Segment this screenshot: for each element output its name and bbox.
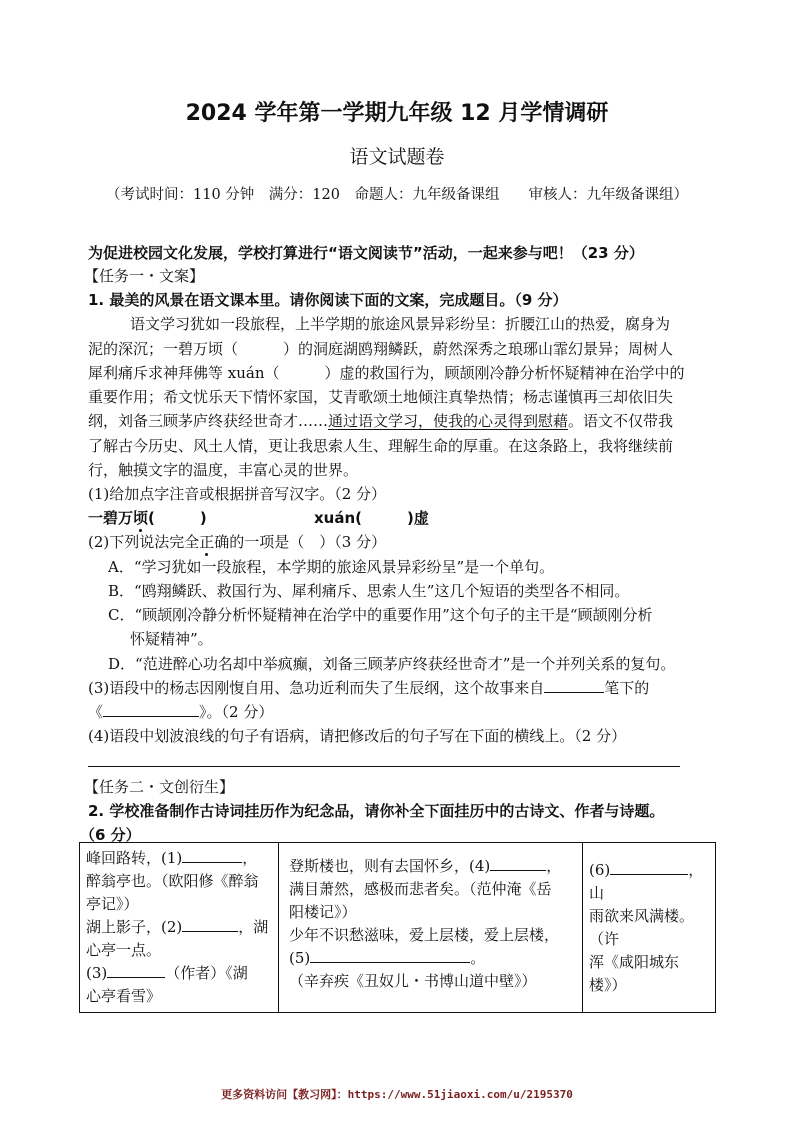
answer-line[interactable]: [88, 766, 680, 767]
question-1: 1. 最美的风景在语文课本里。请你阅读下面的文案，完成题目。（9 分）: [88, 291, 568, 309]
sub-question-3-cont: [88, 701, 273, 722]
poem-line: 心亭一点。: [86, 941, 162, 959]
poem-text: ，: [546, 857, 562, 875]
sub-question-1-fill: [88, 507, 207, 528]
sub-question-3: [88, 677, 649, 698]
poem-line: [589, 859, 709, 905]
passage-line: 了解古今历史、风土人情，更让我思索人生、理解生命的厚重。在这条路上，我将继续前: [88, 437, 674, 455]
poem-line: [86, 847, 272, 870]
poem-cell-1: [80, 843, 279, 1013]
passage-text: 纲，刘备三顾茅庐终获经世奇才……: [88, 412, 329, 430]
question-text: 笔下的: [604, 679, 650, 697]
answer-blank[interactable]: [103, 702, 199, 717]
poem-text: （作者）《湖: [165, 964, 248, 982]
poem-line: 亭记》）: [86, 895, 139, 913]
answer-blank-4[interactable]: [490, 856, 546, 871]
passage-line: 重要作用；希文忧乐天下情怀家国，艾青歌颂土地倾注真挚热情；杨志谨慎再三却依旧失: [88, 388, 674, 406]
poem-line: 少年不识愁滋味，爱上层楼，爱上层楼，: [289, 926, 560, 944]
poem-text: ，山: [589, 860, 704, 902]
passage-line: 语文学习犹如一段旅程，上半学期的旅途风景异彩纷呈：折腰江山的热爱，腐身为: [130, 315, 671, 333]
poem-line: [86, 962, 272, 985]
question-text: 确的一项是（ ）（3 分）: [214, 533, 387, 551]
poem-text: ，湖: [238, 918, 269, 936]
passage-line: 犀利痛斥求神拜佛等 xuán（ ）虚的救国行为，顾颉刚冷静分析怀疑精神在治学中的: [88, 364, 685, 382]
fill-text: 一碧万: [88, 509, 134, 527]
poem-line: 心亭看雪》: [86, 987, 162, 1005]
passage-text: 。语文不仅带我: [568, 412, 674, 430]
question-text: (3)语段中的杨志因刚愎自用、急功近利而失了生辰纲，这个故事来自: [88, 679, 545, 697]
sub-question-2: [88, 531, 386, 552]
answer-blank-3[interactable]: [107, 963, 165, 978]
exam-title: 2024 学年第一学期九年级 12 月学情调研: [185, 101, 609, 126]
poem-line: 浑《咸阳城东楼》）: [589, 952, 680, 994]
sub-question-1: (1)给加点字注音或根据拼音写汉字。（2 分）: [88, 485, 387, 503]
poem-line: 醉翁亭也。（欧阳修《醉翁: [86, 872, 259, 890]
question-2-score: （6 分）: [80, 826, 141, 844]
answer-blank-2[interactable]: [182, 917, 238, 932]
wavy-sentence: 通过语文学习，使我的心灵得到慰藉: [328, 412, 569, 430]
question-text: 》。（2 分）: [199, 703, 274, 721]
poem-text: 峰回路转，(1): [86, 849, 183, 867]
answer-blank-5[interactable]: [310, 948, 470, 963]
poem-line: 满目萧然，感极而悲者矣。（范仲淹《岳: [289, 880, 552, 898]
answer-blank-6[interactable]: [610, 860, 688, 875]
task2-heading: 【任务二・文创衍生】: [84, 778, 235, 796]
dotted-char: 正: [199, 533, 215, 551]
pinyin-fill[interactable]: xuán( )虚: [314, 509, 429, 527]
poem-cell-3: [583, 843, 716, 1013]
poem-calendar-table: [79, 842, 716, 1013]
intro-text: 为促进校园文化发展，学校打算进行“语文阅读节”活动，一起来参与吧！（23 分）: [88, 244, 644, 262]
poem-text: (5): [289, 949, 311, 967]
poem-cell-2: [279, 843, 583, 1013]
passage-line: 行，触摸文字的温度，丰富心灵的世界。: [88, 461, 359, 479]
answer-bracket[interactable]: ( ): [148, 509, 207, 527]
sub-question-4: (4)语段中划波浪线的句子有语病，请把修改后的句子写在下面的横线上。（2 分）: [88, 727, 627, 745]
option-d[interactable]: D．“范进醉心功名却中举疯癫，刘备三顾茅庐终获经世奇才”是一个并列关系的复句。: [108, 655, 676, 673]
poem-line: （辛弃疾《丑奴儿・书博山道中壁》）: [289, 972, 537, 990]
poem-text: 。: [470, 949, 486, 967]
question-text: (2)下列说法完全: [88, 533, 200, 551]
poem-text: (6): [589, 860, 611, 879]
answer-blank-1[interactable]: [182, 848, 242, 863]
poem-line: 雨欲来风满楼。（许: [589, 906, 695, 948]
passage-line: [88, 410, 673, 431]
poem-text: (3): [86, 964, 108, 982]
question-2: 2. 学校准备制作古诗词挂历作为纪念品，请你补全下面挂历中的古诗文、作者与诗题。: [88, 802, 665, 820]
task1-heading: 【任务一・文案】: [84, 267, 205, 285]
poem-line: 阳楼记》）: [289, 903, 357, 921]
question-text: 《: [88, 703, 104, 721]
option-c-cont: 怀疑精神”。: [130, 630, 213, 648]
dotted-char: 顷: [133, 509, 149, 527]
poem-line: [289, 947, 576, 970]
poem-line: [86, 916, 272, 939]
footer-link[interactable]: 更多资料访问【教习网】：https://www.51jiaoxi.com/u/2195370: [221, 1088, 573, 1101]
option-a[interactable]: A．“学习犹如一段旅程，本学期的旅途风景异彩纷呈”是一个单句。: [108, 558, 555, 576]
answer-blank[interactable]: [544, 678, 604, 693]
exam-info: （考试时间：110 分钟 满分：120 命题人：九年级备课组 审核人：九年级备课组）: [106, 187, 688, 203]
option-b[interactable]: B．“鸥翔鳞跃、救国行为、犀利痛斥、思索人生”这几个短语的类型各不相同。: [108, 582, 630, 600]
option-c[interactable]: C．“顾颉刚冷静分析怀疑精神在治学中的重要作用”这个句子的主干是“顾颉刚分析: [108, 606, 653, 624]
poem-text: 湖上影子，(2): [86, 918, 183, 936]
poem-text: 登斯楼也，则有去国怀乡，(4): [289, 857, 491, 875]
poem-text: ，: [242, 849, 258, 867]
exam-subtitle: 语文试题卷: [349, 146, 445, 168]
passage-line: 泥的深沉；一碧万顷（ ）的洞庭湖鸥翔鳞跃，蔚然深秀之琅琊山霏幻景异；周树人: [88, 340, 674, 358]
poem-line: [289, 855, 576, 878]
